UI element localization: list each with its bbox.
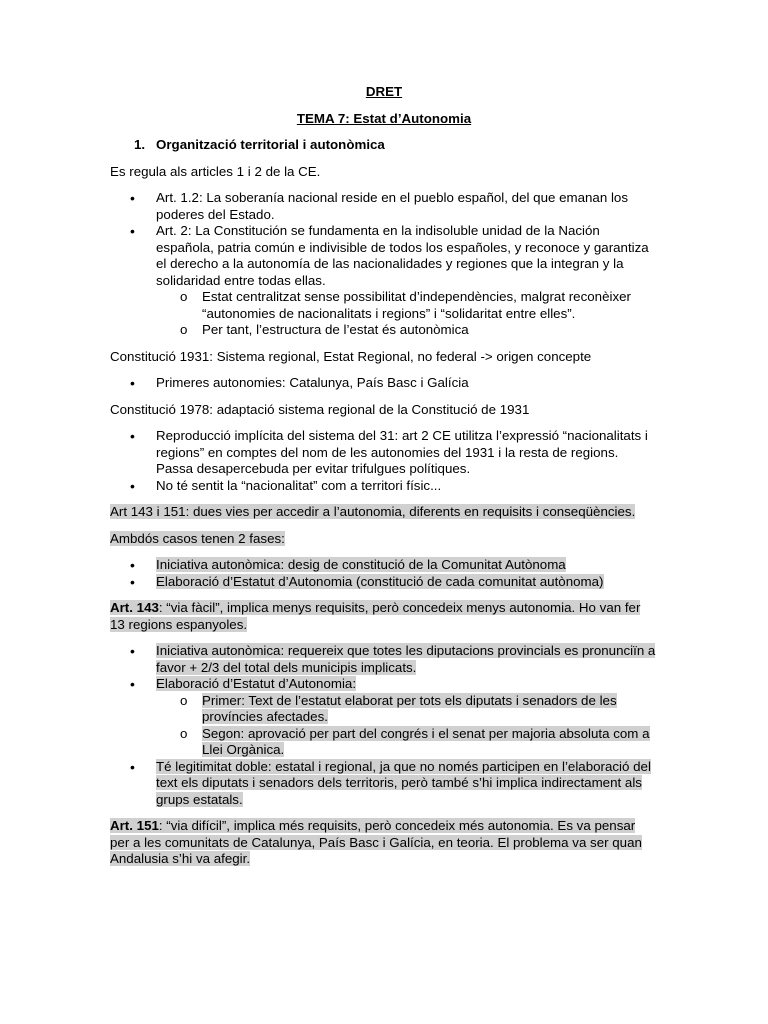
list-item: • Reproducció implícita del sistema del 31: art 2 CE utilitza l’expressió “nacionalitats i regions” en comptes del nom de les autonomies del 1931 i la resta de regions. Passa desapercebuda per evitar trifulgues polítiques. (130, 428, 648, 476)
circle-bullet-icon: o (180, 725, 188, 741)
paragraph-two-phases: Ambdós casos tenen 2 fases: (110, 530, 285, 546)
bullet-icon: • (130, 223, 135, 239)
bullet-icon: • (130, 190, 135, 206)
document-subtitle: TEMA 7: Estat d’Autonomia (296, 110, 472, 126)
list-item: • Art. 2: La Constitución se fundamenta en la indisoluble unidad de la Nación española, patria común e indivisible de todos los españoles, y reconoce y garantiza el derecho a la autonomía de las nacionalidades y regiones que la integran y la solidaridad entre todas ellas. o Estat centralitzat sense possibilitat d’independències, malgrat reconèixer “autonomies de nacionalitats i regions” i “solidaritat entre elles”. o Per tant, l’estructura de l’estat és autonòmica (110, 223, 658, 339)
sub-list (156, 693, 658, 759)
circle-bullet-icon: o (180, 322, 188, 337)
list-item: • Primeres autonomies: Catalunya, País Basc i Galícia (130, 375, 469, 391)
sub-list-item: o Segon: aprovació per part del congrés i el senat per majoria absoluta com a Llei Orgànica. (180, 725, 650, 757)
paragraph-art-151: Art. 151: “via difícil”, implica més requisits, però concedeix més autonomia. Es va pensar per a les comunitats de Catalunya, País Basc i Galícia, en teoria. El problema va ser quan Andalusia s’hi va afegir. (110, 818, 642, 866)
circle-bullet-icon: o (180, 692, 188, 708)
bullet-icon: • (130, 676, 135, 692)
bullet-icon: • (130, 375, 135, 391)
section-title: Organització territorial i autonòmica (156, 137, 385, 152)
paragraph-1931: Constitució 1931: Sistema regional, Estat Regional, no federal -> origen concepte (110, 348, 592, 364)
list-item: • Elaboració d’Estatut d’Autonomia (constitució de cada comunitat autònoma) (130, 573, 604, 590)
bullet-icon: • (130, 573, 135, 590)
document-page (110, 84, 658, 868)
list-item: • No té sentit la “nacionalitat” com a territori físic... (130, 477, 442, 494)
section-heading (134, 137, 658, 154)
bullet-icon: • (130, 477, 135, 494)
sub-list-item: o Primer: Text de l’estatut elaborat per tots els diputats i senadors de les províncies afectades. (180, 692, 617, 724)
bullet-list-articles (110, 190, 658, 339)
circle-bullet-icon: o (180, 289, 188, 304)
list-item: • Té legitimitat doble: estatal i regional, ja que no només participen en l’elaboració del text els diputats i senadors dels territoris, però també s’hi implica indirectament als grups estatals. (130, 758, 651, 807)
bullet-list-1978 (110, 428, 658, 494)
list-item: • Iniciativa autonòmica: requereix que totes les diputacions provincials es pronunciïn a favor + 2/3 del total dels municipis implicats. (130, 643, 656, 675)
section-number: 1. (134, 137, 146, 152)
paragraph-articles: Es regula als articles 1 i 2 de la CE. (110, 163, 321, 179)
list-item: • Elaboració d’Estatut d’Autonomia: o Primer: Text de l’estatut elaborat per tots els diputats i senadors de les províncies afectades. o Segon: aprovació per part del congrés i el senat per majoria absoluta com a Llei Orgànica. (110, 676, 658, 759)
paragraph-art-143: Art. 143: “via fàcil”, implica menys requisits, però concedeix menys autonomia. Ho van fer 13 regions espanyoles. (110, 600, 641, 632)
bullet-list-phases (110, 557, 658, 590)
document-title: DRET (365, 84, 403, 99)
bullet-icon: • (130, 557, 135, 573)
paragraph-two-ways: Art 143 i 151: dues vies per accedir a l’autonomia, diferents en requisits i conseqüències. (110, 504, 636, 519)
list-item: • Art. 1.2: La soberanía nacional reside en el pueblo español, del que emanan los poderes del Estado. (130, 190, 628, 222)
bullet-list-art-143 (110, 643, 658, 808)
sub-list (156, 289, 658, 339)
list-item: • Iniciativa autonòmica: desig de constitució de la Comunitat Autònoma (130, 557, 566, 573)
bullet-list-1931 (110, 375, 658, 392)
bullet-icon: • (130, 428, 135, 444)
paragraph-1978: Constitució 1978: adaptació sistema regional de la Constitució de 1931 (110, 401, 530, 417)
sub-list-item: o Estat centralitzat sense possibilitat d’independències, malgrat reconèixer “autonomies de nacionalitats i regions” i “solidaritat entre elles”. (180, 289, 631, 321)
bullet-icon: • (130, 758, 135, 775)
sub-list-item: o Per tant, l’estructura de l’estat és autonòmica (180, 322, 469, 337)
bullet-icon: • (130, 643, 135, 659)
